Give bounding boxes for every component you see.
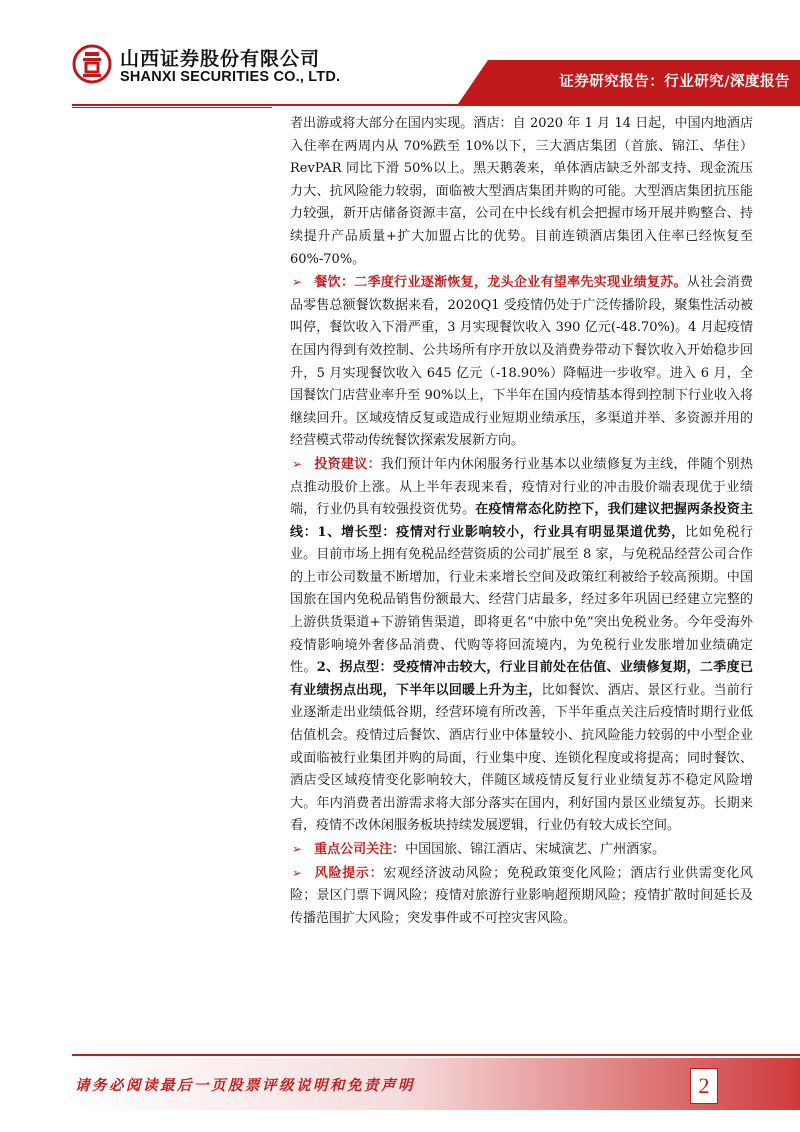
bullet-arrow-icon: ➢ [292,275,303,290]
section-heading: 投资建议： [314,456,381,472]
header-divider-thin [72,107,272,108]
section-catering [290,271,753,453]
footer-divider [72,1054,800,1056]
section-key-companies [290,838,753,862]
emphasis-text: 在疫情常态化防控下，我们建议把握两条投资主线：1、增长型：疫情对行业影响较小，行业具有明显渠道优势， [290,502,753,540]
brand-name-en: SHANXI SECURITIES CO., LTD. [120,69,341,85]
footer-disclaimer: 请务必阅读最后一页股票评级说明和免责声明 [75,1078,415,1094]
section-heading: 风险提示： [314,865,384,881]
section-heading: 餐饮：二季度行业逐渐恢复，龙头企业有望率先实现业绩复苏。 [314,275,687,291]
report-type-label: 证券研究报告：行业研究/深度报告 [559,74,790,90]
paragraph-hotel [290,113,753,271]
section-heading: 重点公司关注： [314,842,406,857]
paragraph-text: 比如免税行业。目前市场上拥有免税品经营资质的公司扩展至 8 家，与免税品经营公司合作的上市公司数量不断增加，行业未来增长空间及政策红利被给予较高预期。中国国旅在国内免税品销售份额最大、经营门店最多，经过多年巩固已经建立完整的上游供货渠道+下游销售渠道，即将更名“中旅中免”突出免税业务。今年受海外疫情影响境外奢侈品消费、代购等将回流境内，为免税行业发胀增加业绩确定性。 [290,524,753,676]
header-divider [72,104,800,106]
paragraph-text: 从社会消费品零售总额餐饮数据来看，2020Q1 受疫情仍处于广泛传播阶段，聚集性活动被叫停，餐饮收入下滑严重，3 月实现餐饮收入 390 亿元(-48.70%)。4 月起疫情在国内得到有效控制、公共场所有序开放以及消费券带动下餐饮收入开始稳步回升，5 月实现餐饮收入 645 亿元（-18.90%）降幅进一步收窄。进入 6 月，全国餐饮门店营业率升至 90%以上，下半年在国内疫情基本得到控制下行业收入将继续回升。区域疫情反复或造成行业短期业绩承压，多渠道并举、多资源并用的经营模式带动传统餐饮探索发展新方向。 [290,275,753,449]
paragraph-text: 比如餐饮、酒店、景区行业。当前行业逐渐走出业绩低谷期，经营环境有所改善，下半年重点关注后疫情时期行业低估值机会。疫情过后餐饮、酒店行业中体量较小、抗风险能力较弱的中小型企业或面临被行业集团并购的局面，行业集中度、连锁化程度或将提高；同时餐饮、酒店受区域疫情变化影响较大，伴随区域疫情反复行业业绩复苏不稳定风险增大。年内消费者出游需求将大部分落实在国内，利好国内景区业绩复苏。长期来看，疫情不改休闲服务板块持续发展逻辑，行业仍有较大成长空间。 [290,682,753,834]
report-body [290,113,753,930]
paragraph-text: 宏观经济波动风险；免税政策变化风险；酒店行业供需变化风险；景区门票下调风险；疫情对旅游行业影响超预期风险；疫情扩散时间延长及传播范围扩大风险；突发事件或不可控灾害风险。 [290,865,753,926]
brand-name-cn: 山西证券股份有限公司 [120,48,321,70]
page-header [0,0,800,104]
bullet-arrow-icon: ➢ [292,842,303,856]
paragraph-text: 我们预计年内休闲服务行业基本以业绩修复为主线，伴随个别热点推动股价上涨。从上半年表现来看，疫情对行业的冲击股价端表现优于业绩端，行业仍具有较强投资优势。 [290,456,753,518]
section-risk [290,862,753,931]
paragraph-text: 者出游或将大部分在国内实现。酒店：自 2020 年 1 月 14 日起，中国内地酒店入住率在两周内从 70%跌至 10%以下，三大酒店集团（首旅、锦江、华住）RevPAR 同比下滑 50%以上。黑天鹅袭来，单体酒店缺乏外部支持、现金流压力大、抗风险能力较弱，面临被大型酒店集团并购的可能。大型酒店集团抗压能力较强，新开店储备资源丰富，公司在中长线有机会把握市场开展并购整合、持续提升产品质量+扩大加盟占比的优势。目前连锁酒店集团入住率已经恢复至 60%-70%。 [290,116,753,267]
bullet-arrow-icon: ➢ [292,865,303,880]
bullet-arrow-icon: ➢ [292,456,303,471]
emphasis-text: 2、拐点型：受疫情冲击较大，行业目前处在估值、业绩修复期，二季度已有业绩拐点出现，下半年以回暖上升为主， [290,660,753,698]
page-number: 2 [690,1068,718,1104]
section-investment [290,453,753,838]
paragraph-text: 中国国旅、锦江酒店、宋城演艺、广州酒家。 [405,842,666,857]
company-logo-icon [72,44,112,84]
